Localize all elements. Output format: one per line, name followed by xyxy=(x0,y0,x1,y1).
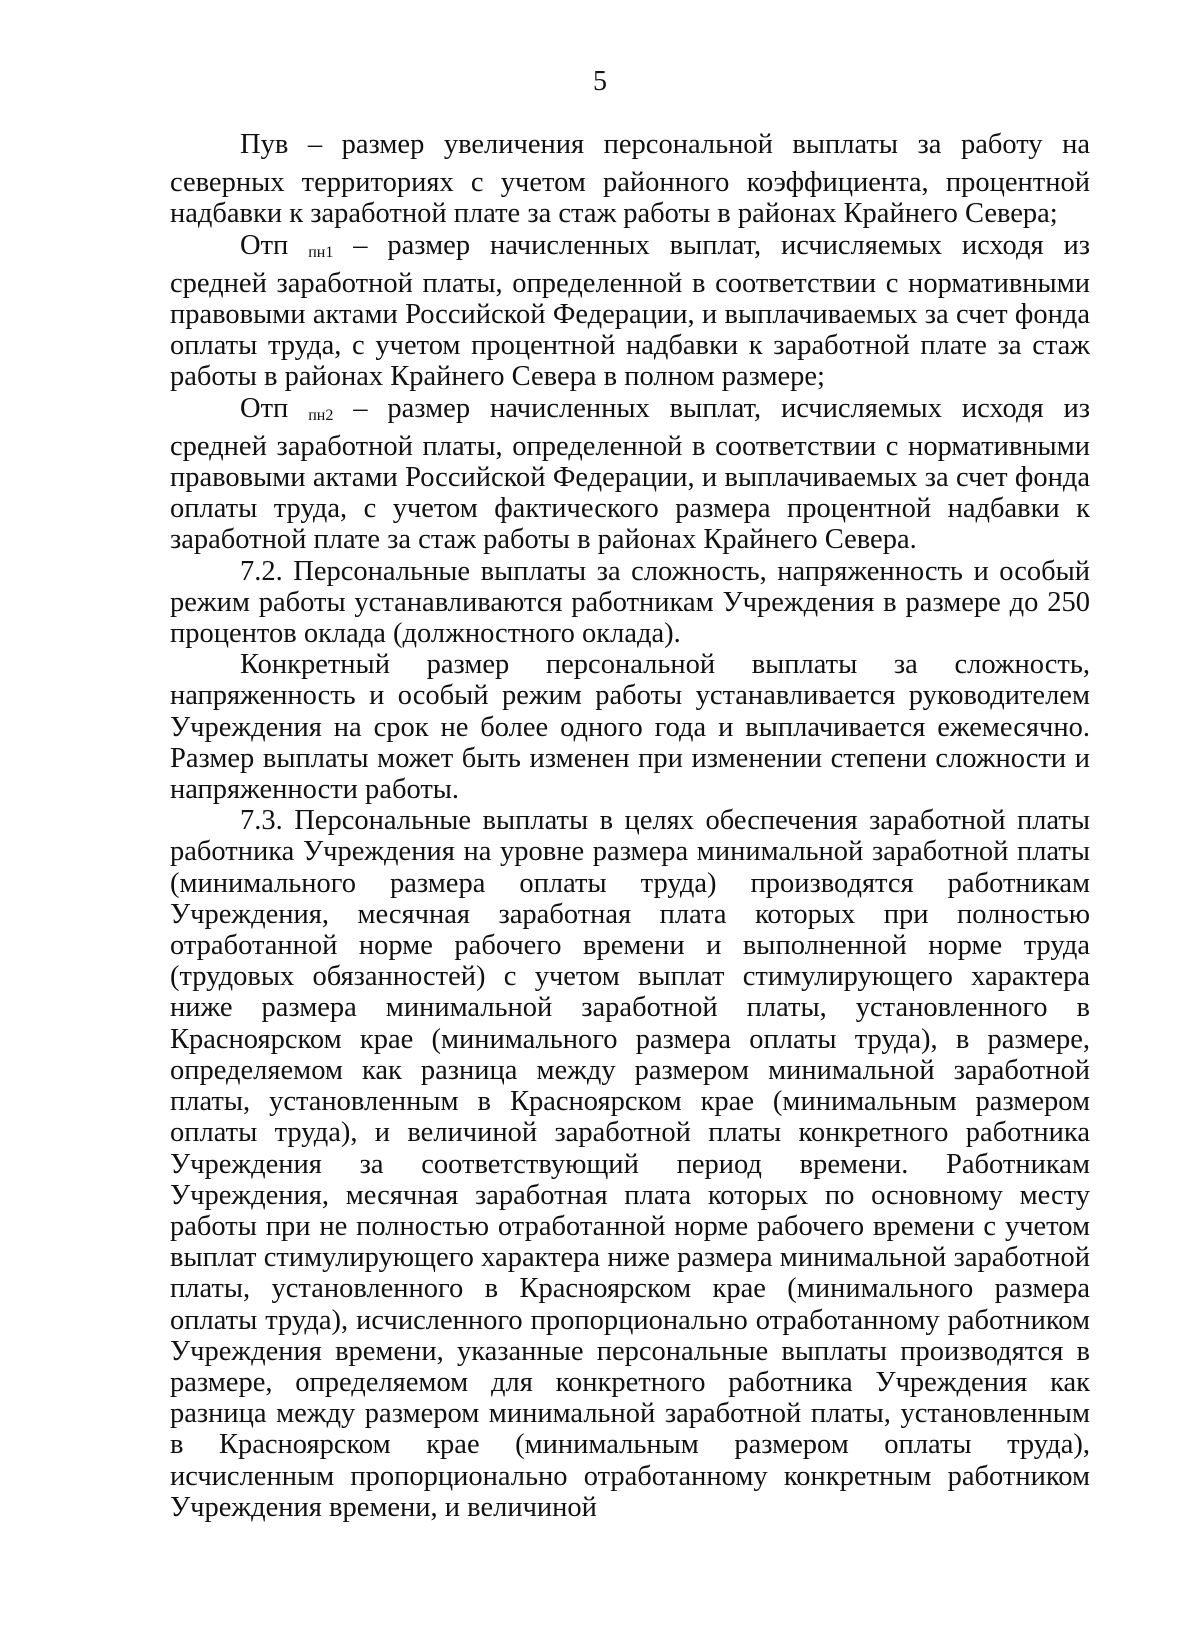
page-number: 5 xyxy=(593,66,607,97)
definition-symbol: Отп xyxy=(240,229,309,261)
definition-subscript: пн2 xyxy=(308,406,334,424)
definition-otp-pn1 xyxy=(170,230,1090,393)
definition-text: – размер увеличения персональной выплаты за работу на северных территориях с учетом районного коэффициента, процентной надбавки к заработной плате за стаж работы в районах Крайнего Севера; xyxy=(170,129,1090,230)
definition-text: – размер начисленных выплат, исчисляемых исходя из средней заработной платы, определенной в соответствии с нормативными правовыми актами Российской Федерации, и выплачиваемых за счет фонда оплаты труда, с учетом фактического размера процентной надбавки к заработной плате за стаж работы в районах Крайнего Севера. xyxy=(170,392,1091,556)
definition-symbol: Отп xyxy=(240,392,309,424)
definition-symbol: Пув xyxy=(240,129,289,160)
document-body xyxy=(170,129,1090,1523)
definition-text: – размер начисленных выплат, исчисляемых исходя из средней заработной платы, определенной в соответствии с нормативными правовыми актами Российской Федерации, и выплачиваемых за счет фонда оплаты труда, с учетом процентной надбавки к заработной плате за стаж работы в районах Крайнего Севера в полном размере; xyxy=(170,229,1091,393)
definition-otp-pn2 xyxy=(170,393,1090,556)
paragraph-7-3: 7.3. Персональные выплаты в целях обеспечения заработной платы работника Учреждения на уровне размера минимальной заработной платы (минимального размера оплаты труда) производятся работникам Учреждения, месячная заработная плата которых при полностью отработанной норме рабочего времени и выполненной норме труда (трудовых обязанностей) с учетом выплат стимулирующего характера ниже размера минимальной заработной платы, установленного в Красноярском крае (минимального размера оплаты труда), в размере, определяемом как разница между размером минимальной заработной платы, установленным в Красноярском крае (минимальным размером оплаты труда), и величиной заработной платы конкретного работника Учреждения за соответствующий период времени. Работникам Учреждения, месячная заработная плата которых по основному месту работы при не полностью отработанной норме рабочего времени с учетом выплат стимулирующего характера ниже размера минимальной заработной платы, установленного в Красноярском крае (минимального размера оплаты труда), исчисленного пропорционально отработанному работником Учреждения времени, указанные персональные выплаты производятся в размере, определяемом для конкретного работника Учреждения как разница между размером минимальной заработной платы, установленным в Красноярском крае (минимальным размером оплаты труда), исчисленным пропорционально отработанному конкретным работником Учреждения времени, и величиной xyxy=(170,805,1090,1523)
paragraph-specific-amount: Конкретный размер персональной выплаты за сложность, напряженность и особый режим работы устанавливается руководителем Учреждения на срок не более одного года и выплачивается ежемесячно. Размер выплаты может быть изменен при изменении степени сложности и напряженности работы. xyxy=(170,649,1090,806)
definition-subscript: пн1 xyxy=(308,243,334,261)
paragraph-7-2: 7.2. Персональные выплаты за сложность, напряженность и особый режим работы устанавливаются работникам Учреждения в размере до 250 процентов оклада (должностного оклада). xyxy=(170,555,1090,650)
definition-puv xyxy=(170,129,1090,230)
